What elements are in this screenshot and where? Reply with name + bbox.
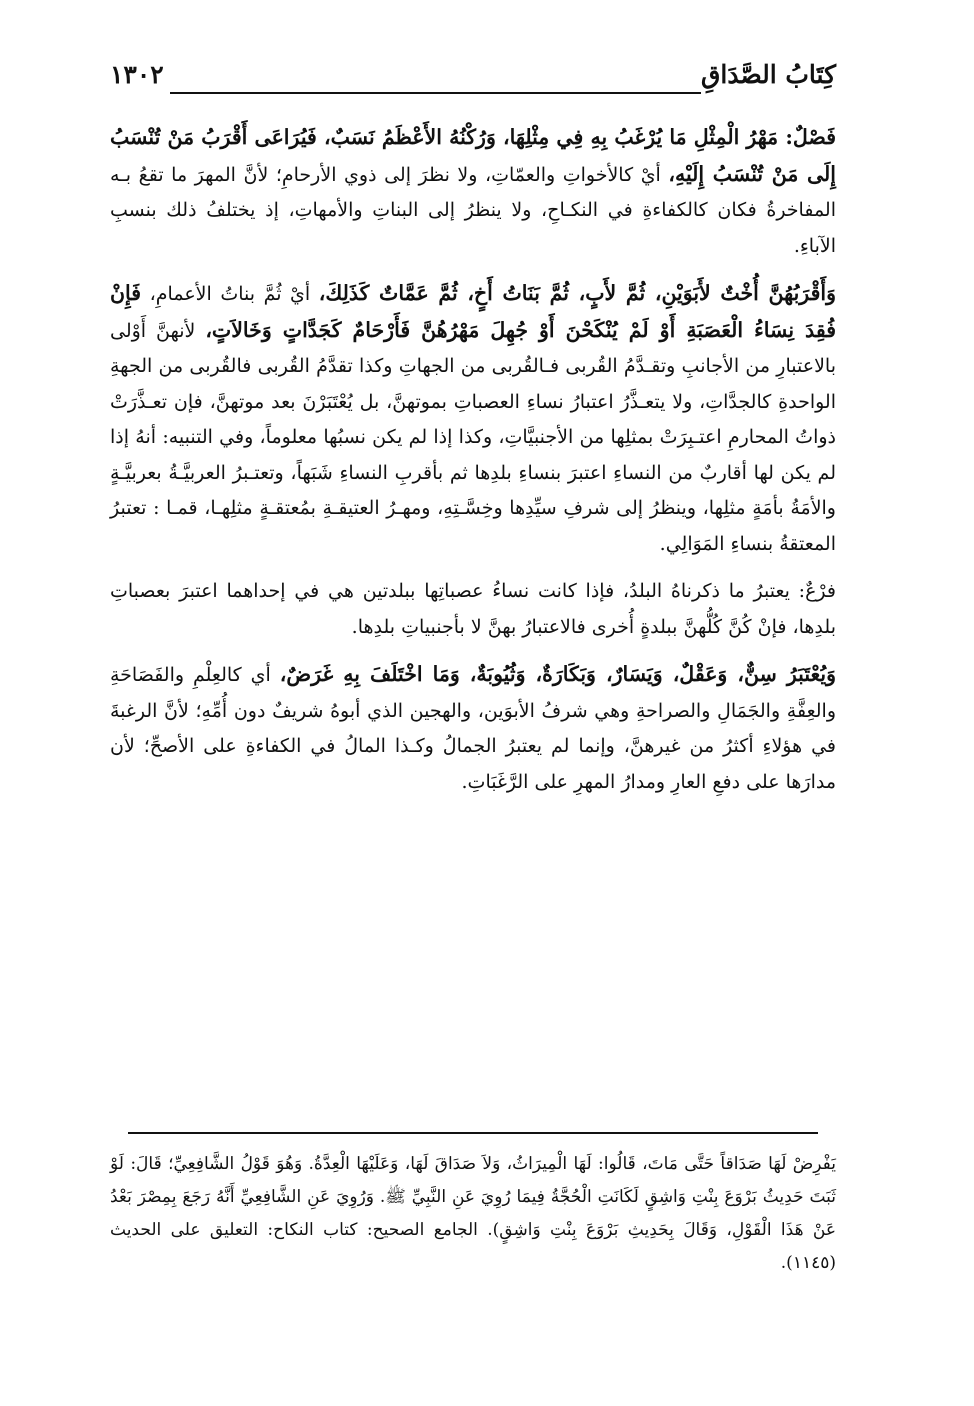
commentary-text: أيْ ثُمَّ بناتُ الأعمامِ، [141,283,319,305]
page-number: ١٣٠٢ [110,60,164,89]
footnotes [110,1148,836,1280]
page-header [110,60,836,100]
paragraph [110,657,836,800]
running-title: كِتَابُ الصَّدَاقِ [700,60,836,89]
matn-text: فَصْلٌ: مَهْرُ الْمِثْلِ مَا يُرْغَبُ بِهِ فِي مِثْلِهَا، وَرُكْنُهُ الأَعْظَمُ نَسَبٌ، فَيُرَاعَى أَقْرَبُ مَنْ تُنْسَبُ إِلَى مَنْ تُنْسَبُ إِلَيْهِ، [110,125,836,186]
matn-text: وَيُعْتَبَرُ سِنٌّ، وَعَقْلٌ، وَيَسَارٌ، وَبَكَارَةٌ، وَثُيُوبَةٌ، وَمَا اخْتَلَفَ بِهِ غَرَضٌ، [279,662,836,686]
footnote: يَفْرِضْ لَهَا صَدَاقاً حَتَّى مَاتَ، قَالُوا: لَهَا الْمِيرَاثُ، وَلاَ صَدَاقَ لَهَا، وَعَلَيْهَا الْعِدَّةُ. وَهُوَ قَوْلُ الشَّافِعِيِّ؛ قَالَ: لَوْ ثَبَتَ حَدِيثُ بَرْوَعَ بِنْتِ وَاشِقٍ لَكَانَتِ الْحُجَّةُ فِيمَا رُوِيَ عَنِ النَّبِيِّ ﷺ. وَرُوِيَ عَنِ الشَّافِعِيِّ أَنَّهُ رَجَعَ بِمِصْرَ بَعْدُ عَنْ هَذَا الْقَوْلِ، وَقَالَ بِحَدِيثِ بَرْوَعَ بِنْتِ وَاشِقٍ). الجامع الصحيح: كتاب النكاح: التعليق على الحديث (١١٤٥). [110,1154,836,1273]
footnote-rule [128,1132,818,1134]
paragraph [110,276,836,562]
commentary-text: لأنهنَّ أَوْلى بالاعتبارِ من الأجانبِ وتقـدَّمُ القُربى فـالقُربى من الجهاتِ وكذا تقدَّمُ القُربى فالقُربى من الجهةِ الواحدةِ كالجدَّاتِ، ولا يتعـذَّرُ اعتبارُ نساءِ العصباتِ بموتهنَّ، بل يُعْتَبَرْنَ بعد موتهنَّ، فإن تعـذَّرَتْ ذواتُ المحارمِ اعتـبِرَتْ بمثلِها من الأجنبيَّاتِ، وكذا إذا لم يكن نسبُها معلوماً، وفي التنبيه: أنهُ إذا لم يكن لها أقاربٌ من النساءِ اعتبرَ بنساءِ بلدِها ثم بأقربِ النساءِ شَبَهاً، وتعتـبرُ العربيَّـةُ بعربيَّـةٍ والأمَةُ بأمَةٍ مثلِها، وينظرُ إلى شرفِ سيِّدِها وخِسَّـتِهِ، ومهـرُ العتيقـةِ بمُعتقـةٍ مثلِهـا، قمـا : تعتبرُ المعتقةُ بنساءِ المَوَالِي. [110,319,836,555]
paragraph [110,574,836,645]
commentary-text: أي كالعِلْمِ والفَصَاحَةِ والعِفَّةِ والجَمَالِ والصراحةِ وهي شرفُ الأبوَين، والهجين الذي أبوهُ شريفٌ دون أُمِّهِ؛ لأنَّ الرغبةَ في هؤلاءِ أكثرُ من غيرهنَّ، وإنما لم يعتبرُ الجمالُ وكـذا المالُ في الكفاءةِ على الأصحِّ؛ لأن مدارَها على دفعِ العارِ ومدارُ المهرِ على الرَّغَبَاتِ. [110,664,836,793]
commentary-text: فرْعٌ: يعتبرُ ما ذكرناهُ البلدُ، فإذا كانت نساءُ عصباتِها ببلدتين هي في إحداهما اعتبرَ بعصباتِ بلدِها، فإنْ كُنَّ كُلُّهنَّ ببلدةٍ أُخرى فالاعتبارُ بهنَّ لا بأجنبياتِ بلدِها. [110,580,836,638]
commentary-text: أيْ كالأخواتِ والعمّاتِ، ولا نظرَ إلى ذوي الأرحامِ؛ لأنَّ المهرَ ما تقعُ بـه المفاخرةُ فكان كالكفاءةِ في النكـاحِ، ولا ينظرُ إلى البناتِ والأمهاتِ، إذ يختلفُ ذلك بنسبِ الآباءِ. [110,163,836,257]
matn-text: وَأَقْرَبُهُنَّ أُخْتٌ لأَبَوَيْنِ، ثُمَّ لأَبٍ، ثُمَّ بَنَاتُ أَخٍ، ثُمَّ عَمَّاتٌ كَذَلِكَ، [318,281,836,305]
header-rule [170,92,701,94]
paragraph [110,120,836,264]
main-text [110,120,836,812]
matn-text: فَإِنْ فُقِدَ نِسَاءُ الْعَصَبَةِ أَوْ لَمْ يُنْكَحْنَ أَوْ جُهِلَ مَهْرُهُنَّ فَأَرْحَامٌ كَجَدَّاتٍ وَخَالاَتٍ، [110,281,836,342]
